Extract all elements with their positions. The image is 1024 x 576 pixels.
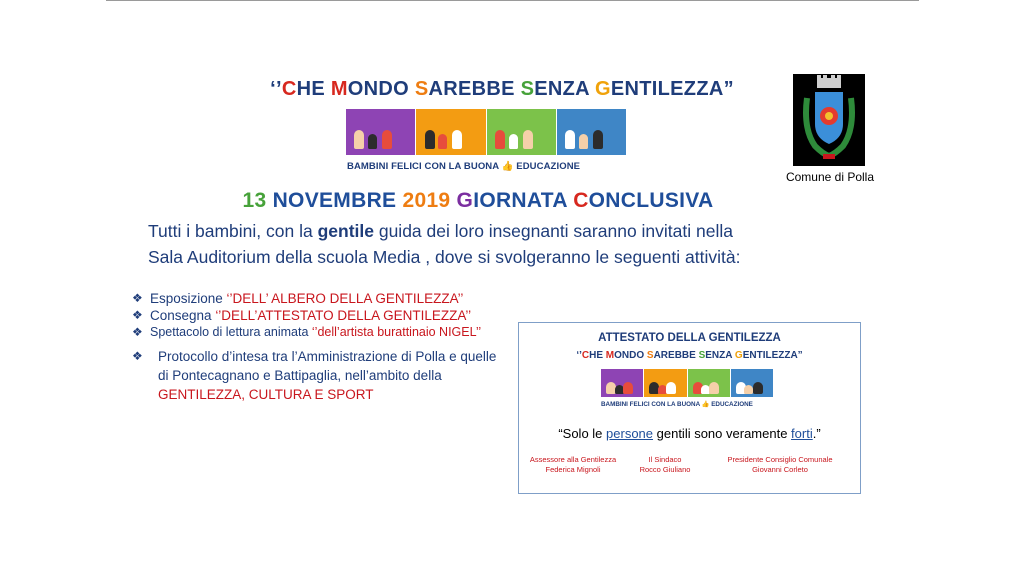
cert-sub-part: HE (589, 350, 606, 361)
activity-text: Protocollo d’intesa tra l’Amministrazione di Polla e quelle di Pontecagnano e Battipaglia, nell’ambito della (158, 349, 497, 383)
title-part: ENZA (534, 78, 596, 100)
cert-sub-part: AREBBE (653, 350, 699, 361)
logo-caption: Comune di Polla (785, 170, 875, 184)
quote-text: gentili sono veramente (653, 426, 792, 441)
quote-underlined: forti (791, 426, 813, 441)
certificate-banner-image (601, 369, 774, 397)
activity-item (132, 324, 502, 341)
coat-of-arms-logo (793, 74, 865, 166)
banner-panel (416, 109, 486, 155)
banner-panel (557, 109, 627, 155)
banner-figure (368, 134, 377, 149)
banner-figure (438, 134, 447, 149)
activity-text: Spettacolo di lettura animata (150, 325, 312, 339)
title-part: C (281, 78, 297, 100)
cert-sub-part: M (605, 350, 615, 361)
top-rule (106, 0, 919, 1)
certificate-quote (519, 426, 860, 441)
activity-list (132, 290, 502, 404)
banner-figure (354, 130, 364, 149)
banner-image (346, 109, 627, 155)
activity-highlight: ‘’DELL’ATTESTATO DELLA GENTILEZZA’’ (215, 308, 472, 323)
cert-sub-part: ENZA (705, 350, 735, 361)
title-part: ENTILEZZA” (610, 78, 734, 100)
date-part: 2019 (402, 189, 457, 212)
banner-figure (425, 130, 435, 149)
signature-sindaco (627, 455, 703, 475)
title-part: S (414, 78, 429, 100)
banner-panel (601, 369, 644, 397)
title-part: ONDO (347, 78, 415, 100)
title-part: M (330, 78, 348, 100)
diamond-bullet-icon: ❖ (132, 308, 143, 322)
signature-name: Giovanni Corleto (752, 465, 808, 474)
date-part: NOVEMBRE (272, 189, 403, 212)
intro-line-2: Sala Auditorium della scuola Media , dove si svolgeranno le seguenti attività: (148, 247, 741, 267)
cert-sub-part: ‘’ (576, 350, 582, 361)
activity-item (132, 307, 502, 324)
signature-name: Rocco Giuliano (639, 465, 691, 474)
date-part: IORNATA (473, 189, 574, 212)
banner-panel (688, 369, 731, 397)
title-part: HE (296, 78, 331, 100)
diamond-bullet-icon: ❖ (132, 291, 143, 305)
quote-text: “Solo le (558, 426, 607, 441)
cert-sub-part: G (734, 350, 743, 361)
banner-panel (731, 369, 774, 397)
title-part: S (520, 78, 535, 100)
banner-figure (709, 382, 719, 394)
intro-text: guida dei loro insegnanti saranno invitati nella (373, 221, 733, 241)
date-heading (0, 189, 956, 213)
signature-role: Presidente Consiglio Comunale (727, 455, 833, 464)
activity-item (132, 290, 502, 307)
signature-name: Federica Mignoli (545, 465, 601, 474)
banner-figure (593, 130, 603, 149)
signature-role: Il Sindaco (648, 455, 682, 464)
certificate-subtitle (519, 350, 860, 361)
banner-figure (495, 130, 505, 149)
banner-figure (753, 382, 763, 394)
banner-figure (509, 134, 518, 149)
intro-bold: gentile (317, 221, 374, 241)
banner-panel (644, 369, 687, 397)
diamond-bullet-icon: ❖ (132, 325, 143, 339)
banner-figure (623, 382, 633, 394)
banner-figure (565, 130, 575, 149)
title-part: ‘’ (270, 78, 282, 100)
intro-line-1 (148, 219, 808, 243)
activity-text: Consegna (150, 308, 216, 323)
banner-figure (579, 134, 588, 149)
banner-panel (346, 109, 416, 155)
intro-text: Tutti i bambini, con la (148, 221, 318, 241)
signature-assessore (523, 455, 623, 475)
quote-underlined: persone (606, 426, 654, 441)
cert-sub-part: S (646, 350, 654, 361)
date-part: C (573, 189, 589, 212)
signature-role: Assessore alla Gentilezza (529, 455, 617, 464)
coat-of-arms-icon (793, 74, 865, 166)
cert-sub-part: ENTILEZZA” (742, 350, 803, 361)
cert-sub-part: ONDO (614, 350, 647, 361)
title-part: AREBBE (428, 78, 521, 100)
date-part: ONCLUSIVA (588, 189, 714, 212)
signature-presidente (705, 455, 855, 475)
certificate-box (518, 322, 861, 494)
date-part: G (456, 189, 474, 212)
date-part: 13 (242, 189, 273, 212)
banner-panel (487, 109, 557, 155)
diamond-bullet-icon: ❖ (132, 349, 143, 363)
banner-figure (744, 385, 753, 394)
activity-highlight: ‘’DELL’ ALBERO DELLA GENTILEZZA’’ (226, 291, 464, 306)
cert-sub-part: C (581, 350, 590, 361)
banner-figure (452, 130, 462, 149)
banner-figure (523, 130, 533, 149)
certificate-banner-caption: BAMBINI FELICI CON LA BUONA 👍 EDUCAZIONE (601, 401, 753, 408)
cert-sub-part: S (698, 350, 706, 361)
activity-highlight: GENTILEZZA, CULTURA E SPORT (158, 387, 374, 402)
activity-highlight: ‘’dell’artista burattinaio NIGEL’’ (311, 325, 482, 339)
banner-figure (666, 382, 676, 394)
banner-caption: BAMBINI FELICI CON LA BUONA 👍 EDUCAZIONE (347, 161, 581, 172)
certificate-title: ATTESTATO DELLA GENTILEZZA (598, 332, 781, 344)
quote-text: .” (812, 426, 821, 441)
activity-text: Esposizione (150, 291, 227, 306)
banner-figure (382, 130, 392, 149)
activity-item (132, 347, 502, 404)
title-part: G (595, 78, 611, 100)
